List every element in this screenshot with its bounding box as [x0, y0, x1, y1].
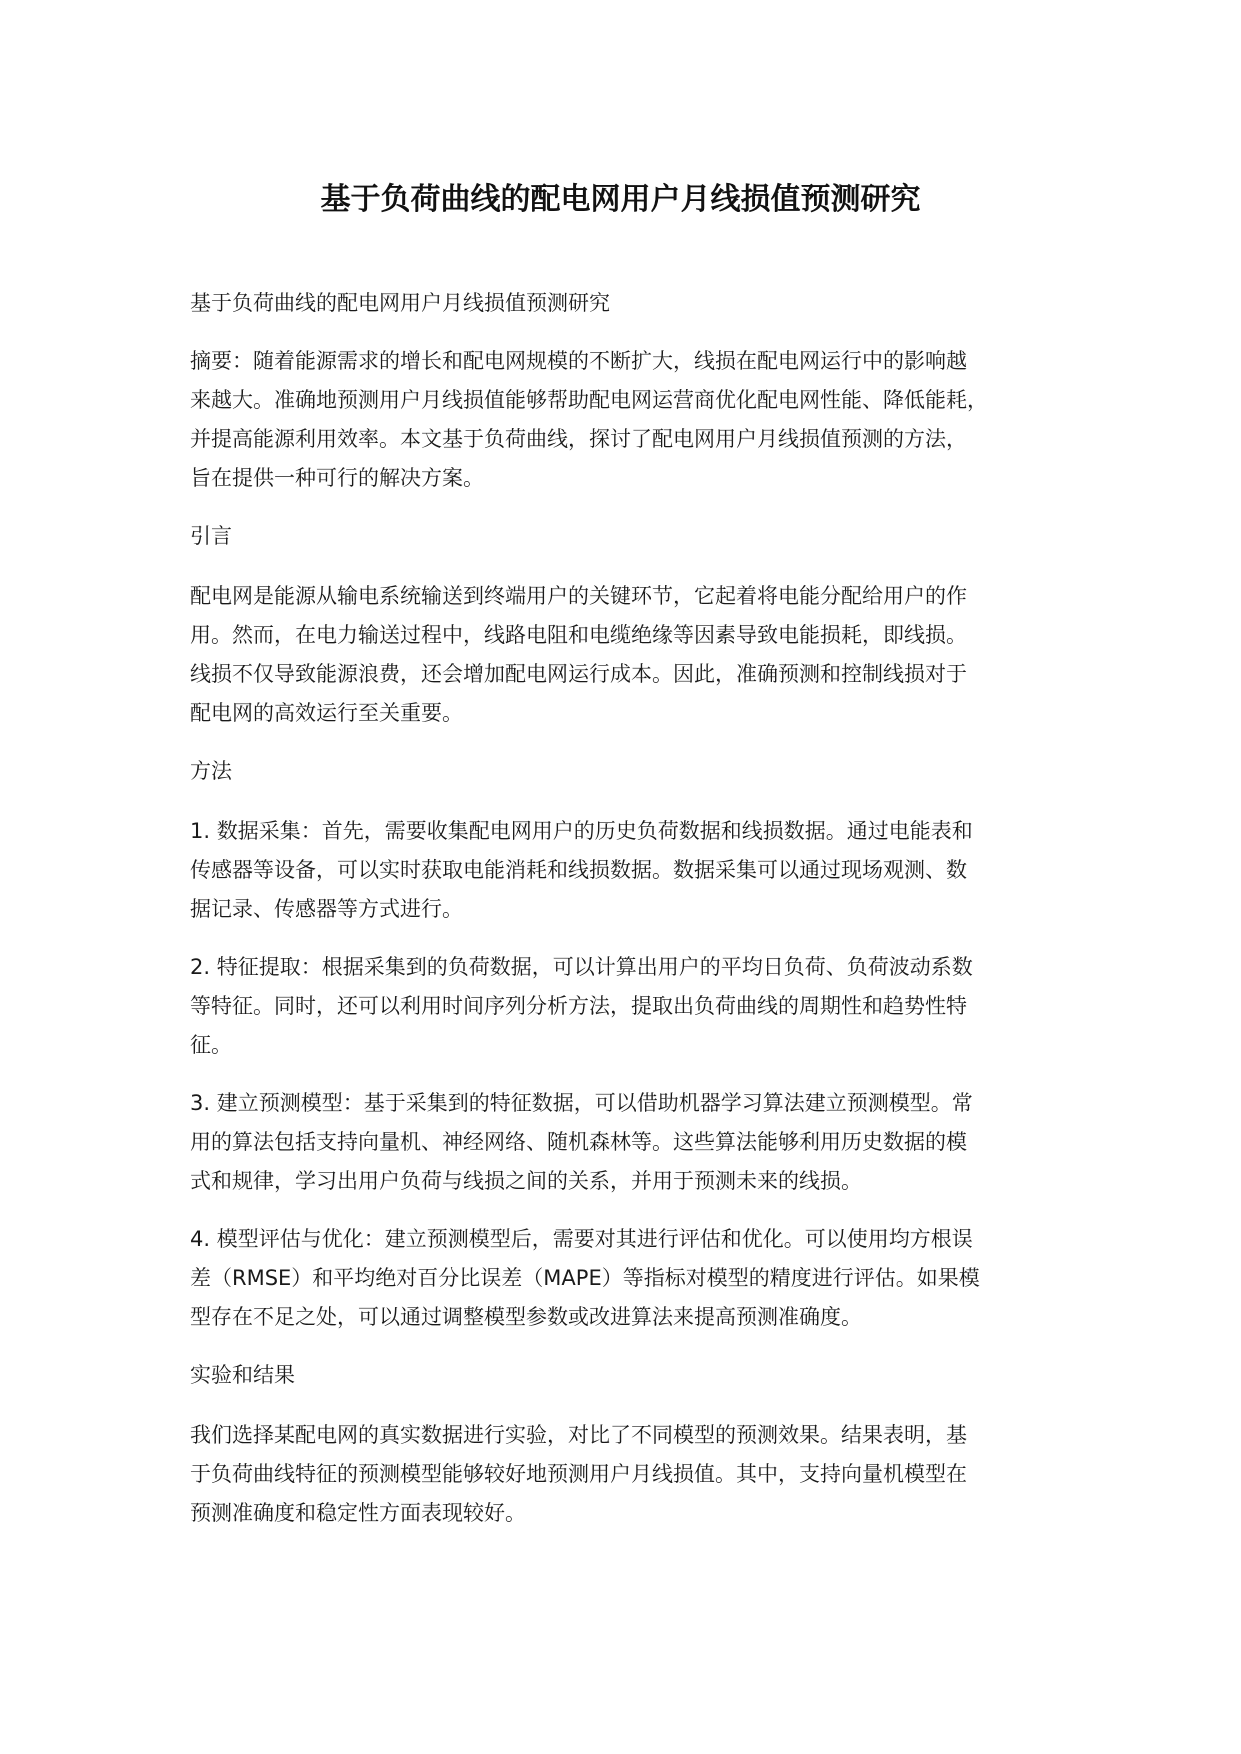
- text-line: 预测准确度和稳定性方面表现较好。: [190, 1501, 526, 1525]
- introduction-heading: [190, 517, 1070, 556]
- text-line: 型存在不足之处，可以通过调整模型参数或改进算法来提高预测准确度。: [190, 1305, 862, 1329]
- method-step-4: [190, 1220, 1070, 1337]
- text-line: 引言: [190, 524, 232, 548]
- text-line: 征。: [190, 1033, 232, 1057]
- method-heading: [190, 752, 1070, 791]
- introduction-paragraph: [190, 577, 1070, 733]
- text-line: 方法: [190, 759, 232, 783]
- results-heading: [190, 1356, 1070, 1395]
- text-line: 等特征。同时，还可以利用时间序列分析方法，提取出负荷曲线的周期性和趋势性特: [190, 994, 967, 1018]
- text-line: 差（RMSE）和平均绝对百分比误差（MAPE）等指标对模型的精度进行评估。如果模: [190, 1266, 980, 1290]
- document-title: 基于负荷曲线的配电网用户月线损值预测研究: [320, 182, 921, 217]
- text-line: 用的算法包括支持向量机、神经网络、随机森林等。这些算法能够利用历史数据的模: [190, 1130, 967, 1154]
- text-line: 配电网的高效运行至关重要。: [190, 701, 463, 725]
- text-line: 于负荷曲线特征的预测模型能够较好地预测用户月线损值。其中，支持向量机模型在: [190, 1462, 967, 1486]
- results-paragraph: [190, 1416, 1070, 1533]
- text-line: 用。然而，在电力输送过程中，线路电阻和电缆绝缘等因素导致电能损耗，即线损。: [190, 623, 967, 647]
- document-body: [190, 284, 1070, 1552]
- text-line: 配电网是能源从输电系统输送到终端用户的关键环节，它起着将电能分配给用户的作: [190, 584, 967, 608]
- text-line: 并提高能源利用效率。本文基于负荷曲线，探讨了配电网用户月线损值预测的方法，: [190, 427, 967, 451]
- method-step-3: [190, 1084, 1070, 1201]
- text-line: 3. 建立预测模型：基于采集到的特征数据，可以借助机器学习算法建立预测模型。常: [190, 1091, 973, 1115]
- text-line: 据记录、传感器等方式进行。: [190, 897, 463, 921]
- text-line: 实验和结果: [190, 1363, 295, 1387]
- method-step-1: [190, 812, 1070, 929]
- text-line: 式和规律，学习出用户负荷与线损之间的关系，并用于预测未来的线损。: [190, 1169, 862, 1193]
- text-line: 4. 模型评估与优化：建立预测模型后，需要对其进行评估和优化。可以使用均方根误: [190, 1227, 973, 1251]
- text-line: 来越大。准确地预测用户月线损值能够帮助配电网运营商优化配电网性能、降低能耗，: [190, 388, 988, 412]
- text-line: 我们选择某配电网的真实数据进行实验，对比了不同模型的预测效果。结果表明，基: [190, 1423, 967, 1447]
- text-line: 传感器等设备，可以实时获取电能消耗和线损数据。数据采集可以通过现场观测、数: [190, 858, 967, 882]
- method-step-2: [190, 948, 1070, 1065]
- text-line: 摘要：随着能源需求的增长和配电网规模的不断扩大，线损在配电网运行中的影响越: [190, 349, 967, 373]
- subtitle-paragraph: [190, 284, 1070, 323]
- text-line: 2. 特征提取：根据采集到的负荷数据，可以计算出用户的平均日负荷、负荷波动系数: [190, 955, 973, 979]
- text-line: 旨在提供一种可行的解决方案。: [190, 466, 484, 490]
- text-line: 1. 数据采集：首先，需要收集配电网用户的历史负荷数据和线损数据。通过电能表和: [190, 819, 973, 843]
- abstract-paragraph: [190, 342, 1070, 498]
- text-line: 基于负荷曲线的配电网用户月线损值预测研究: [190, 291, 610, 315]
- text-line: 线损不仅导致能源浪费，还会增加配电网运行成本。因此，准确预测和控制线损对于: [190, 662, 967, 686]
